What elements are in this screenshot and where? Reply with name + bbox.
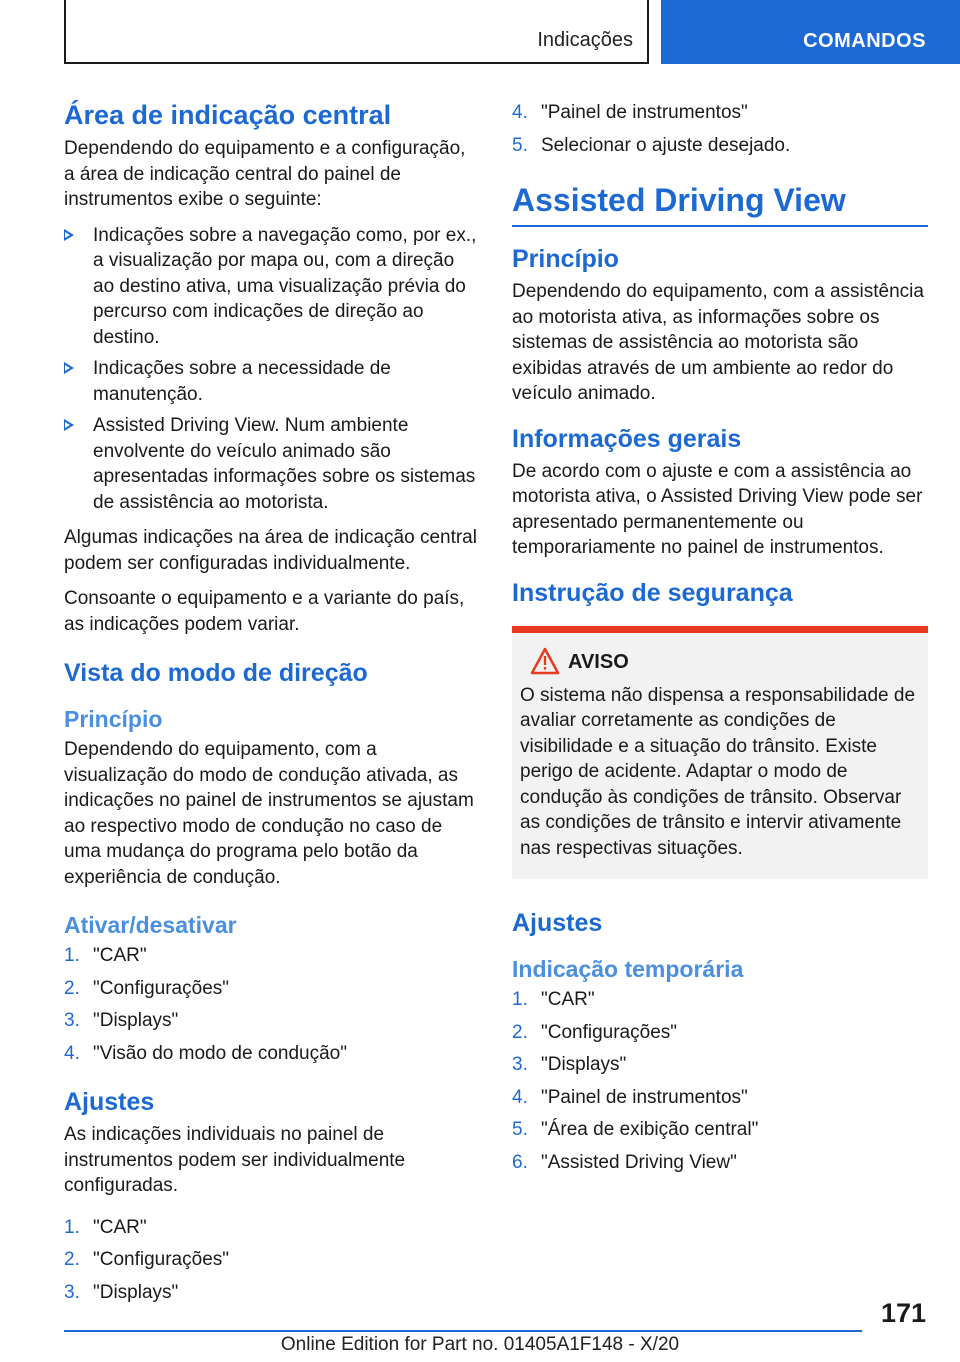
paragraph-principio: Dependendo do equipamento, com a assistência ao motorista ativa, as informações sobre os sistemas de assistência ao motorista são exibidas através de um ambiente ao redor do veículo animado. [512,281,924,404]
list-item [64,413,480,515]
step-number: 4. [512,1086,528,1108]
list-item [512,1020,928,1046]
heading-informacoes-gerais: Informações gerais [512,424,742,453]
step-number: 6. [512,1151,528,1173]
list-item-text: Indicações sobre a navegação como, por ex., a visualização por mapa ou, com a direção ao destino ativa, uma visualização prévia do percurso com indicações de direção ao destino. [93,224,477,348]
footer-divider [64,1330,862,1332]
bullet-triangle-icon [64,362,74,374]
step-text: "Assisted Driving View" [541,1151,737,1173]
step-text: "Configurações" [93,977,230,999]
step-number: 2. [512,1021,528,1043]
steps-continued [512,100,928,158]
step-text: "CAR" [541,989,595,1010]
header-chapter-tab [661,0,960,64]
list-item [64,1041,480,1067]
steps-ajustes [64,1215,480,1306]
heading-area-indicacao: Área de indicação central [64,100,392,130]
paragraph-principio: Dependendo do equipamento, com a visualização do modo de condução ativada, as indicações no painel de instrumentos se ajustam ao respectivo modo de condução no caso de uma mudança do programa pelo botão da experiência de condução. [64,739,474,888]
step-text: "Visão do modo de condução" [93,1042,347,1064]
list-item-text: Assisted Driving View. Num ambiente envolvente do veículo animado são apresentadas informações sobre os sistemas de assistência ao motorista. [93,415,476,513]
paragraph-informacoes: De acordo com o ajuste e com a assistência ao motorista ativa, o Assisted Driving View pode ser apresentado permanentemente ou temporariamente no painel de instrumentos. [512,460,923,558]
step-number: 1. [64,1216,80,1238]
step-number: 3. [512,1054,528,1075]
step-number: 4. [64,1042,80,1064]
subheading-indicacao-temporaria: Indicação temporária [512,956,744,982]
list-item [64,1008,480,1034]
list-item-text: Indicações sobre a necessidade de manutenção. [93,358,391,405]
list-item [512,1117,928,1143]
step-number: 5. [512,134,528,156]
list-item [512,987,928,1013]
list-item [512,1085,928,1111]
step-text: "Displays" [93,1281,179,1303]
step-text: "Área de exibição central" [541,1119,759,1140]
paragraph-ajustes: As indicações individuais no painel de instrumentos podem ser individualmente configuradas. [64,1124,406,1196]
list-item [512,1052,928,1078]
step-number: 2. [64,1249,80,1270]
right-column [512,100,928,1187]
paragraph-variant: Consoante o equipamento e a variante do país, as indicações podem variar. [64,588,465,635]
bullet-triangle-icon [64,419,74,431]
header-section-box [64,0,649,64]
heading-principio: Princípio [512,245,619,273]
list-item [512,1150,928,1176]
steps-ativar [64,943,480,1066]
bullet-triangle-icon [64,229,74,241]
list-item [64,223,480,351]
paragraph-area-intro: Dependendo do equipamento e a configuração, a área de indicação central do painel de instrumentos exibe o seguinte: [64,138,466,210]
warning-box [512,626,928,880]
steps-temporaria [512,987,928,1175]
step-text: "Painel de instrumentos" [541,102,748,123]
step-number: 4. [512,102,528,123]
warning-text: O sistema não dispensa a responsabilidade de avaliar corretamente as condições de visibilidade e a situação do trânsito. Existe perigo de acidente. Adaptar o modo de condução às condições de trânsito. Observar as condições de trânsito e intervir ativamente nas respectivas situações. [520,684,916,859]
step-text: Selecionar o ajuste desejado. [541,134,791,156]
paragraph-config: Algumas indicações na área de indicação central podem ser configuradas individualmente. [64,527,477,574]
step-text: "CAR" [93,1216,147,1238]
heading-ajustes: Ajustes [512,909,603,937]
step-text: "CAR" [93,945,147,966]
list-item [512,133,928,159]
header-section-label: Indicações [537,29,633,51]
page-number: 171 [880,1298,926,1328]
header-chapter-label: COMANDOS [803,30,926,52]
step-text: "Painel de instrumentos" [541,1086,748,1108]
step-number: 5. [512,1119,528,1140]
heading-vista-modo: Vista do modo de direção [64,659,368,687]
list-item [512,100,928,126]
warning-header [520,647,920,677]
step-number: 3. [64,1281,80,1303]
list-item [64,1247,480,1273]
heading-ajustes: Ajustes [64,1088,155,1116]
step-text: "Configurações" [93,1249,230,1270]
list-item [64,1280,480,1306]
left-column [64,100,480,1317]
heading-instrucao-seguranca: Instrução de segurança [512,578,793,607]
list-item [64,1215,480,1241]
footer-edition: Online Edition for Part no. 01405A1F148 - X/20 [280,1334,680,1355]
bullet-list-indicacoes [64,223,480,516]
step-number: 2. [64,977,80,999]
subheading-principio: Princípio [64,706,163,732]
warning-title: AVISO [568,650,629,673]
step-text: "Displays" [541,1054,627,1075]
step-number: 3. [64,1010,80,1031]
heading-assisted-driving-view: Assisted Driving View [512,180,928,227]
warning-triangle-icon [530,647,560,675]
subheading-ativar: Ativar/desativar [64,912,237,938]
list-item [64,976,480,1002]
step-number: 1. [64,945,80,966]
list-item [64,356,480,407]
step-text: "Configurações" [541,1021,678,1043]
list-item [64,943,480,969]
step-number: 1. [512,989,528,1010]
step-text: "Displays" [93,1010,179,1031]
